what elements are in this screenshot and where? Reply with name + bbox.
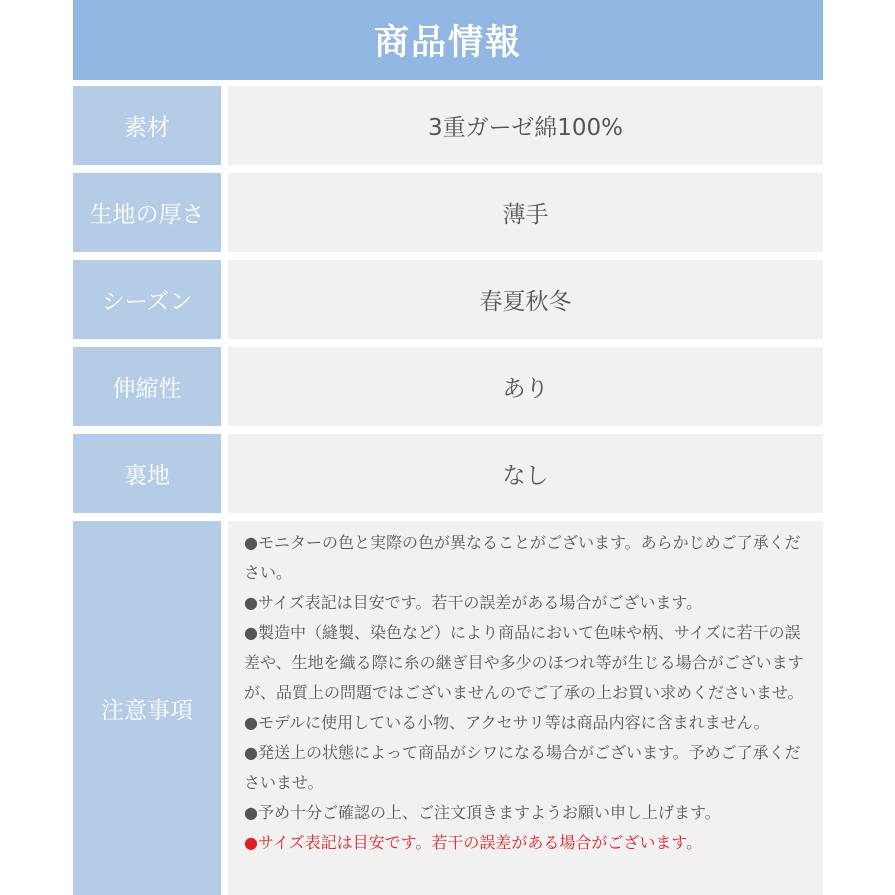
note-item: ●サイズ表記は目安です。若干の誤差がある場合がございます。 <box>244 593 703 612</box>
spec-row-stretch <box>73 347 823 426</box>
spec-value: なし <box>228 434 823 513</box>
spec-value: あり <box>228 347 823 426</box>
spec-label: 伸縮性 <box>73 347 221 426</box>
note-item: ●発送上の状態によって商品がシワになる場合がございます。予めご了承くださいませ。 <box>244 743 801 792</box>
spec-value: 春夏秋冬 <box>228 260 823 339</box>
note-item: ●モニターの色と実際の色が異なることがございます。あらかじめご了承ください。 <box>244 533 801 582</box>
note-item: ●予め十分ご確認の上、ご注文頂きますようお願い申し上げます。 <box>244 803 721 822</box>
spec-row-material <box>73 86 823 165</box>
spec-value: 薄手 <box>228 173 823 252</box>
spec-row-lining <box>73 434 823 513</box>
header-bar <box>73 0 823 80</box>
note-item: ●モデルに使用している小物、アクセサリ等は商品内容に含まれません。 <box>244 713 770 732</box>
page-title: 商品情報 <box>373 23 522 63</box>
note-alert: ●サイズ表記は目安です。若干の誤差がある場合がございます。 <box>244 833 703 852</box>
spec-row-season <box>73 260 823 339</box>
spec-label: 裏地 <box>73 434 221 513</box>
notes-content <box>228 521 823 895</box>
spec-label: シーズン <box>73 260 221 339</box>
notes-label: 注意事項 <box>73 521 221 895</box>
spec-label: 生地の厚さ <box>73 173 221 252</box>
spec-value: 3重ガーゼ綿100% <box>228 86 823 165</box>
spec-row-thickness <box>73 173 823 252</box>
spec-label: 素材 <box>73 86 221 165</box>
note-item: ●製造中（縫製、染色など）により商品において色味や柄、サイズに若干の誤差や、生地を織る際に糸の継ぎ目や多少のほつれ等が生じる場合がございますが、品質上の問題ではございませんのでご了承の上お買い求めくださいませ。 <box>244 623 804 702</box>
notes-row <box>73 521 823 895</box>
